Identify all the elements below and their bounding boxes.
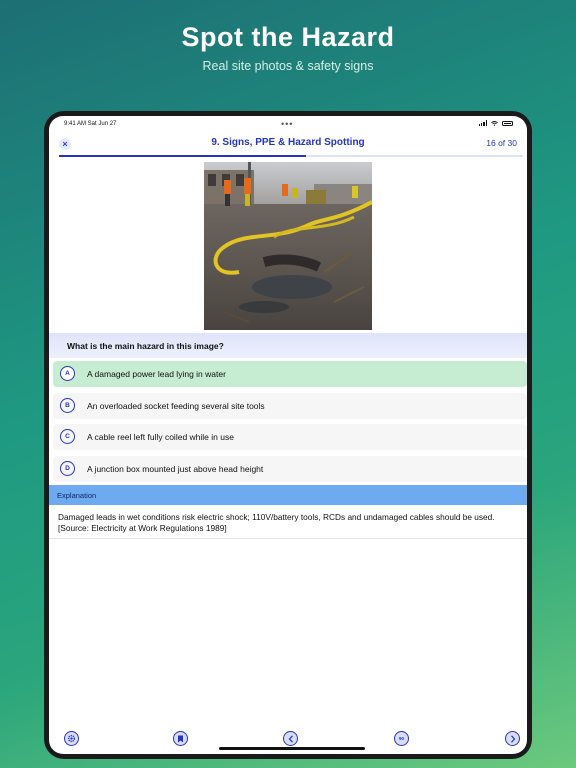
jump-badge-button[interactable] <box>394 731 409 746</box>
status-icons <box>479 120 513 126</box>
bookmark-button[interactable] <box>173 731 188 746</box>
promo-title: Spot the Hazard <box>181 22 395 52</box>
gear-icon <box>67 734 76 743</box>
option-letter: A <box>60 366 75 381</box>
option-c[interactable] <box>53 424 527 450</box>
tablet-frame <box>44 111 532 759</box>
question-bar <box>49 333 527 358</box>
previous-button[interactable] <box>283 731 298 746</box>
settings-button[interactable] <box>64 731 79 746</box>
multitask-dots-icon[interactable]: ••• <box>281 119 294 129</box>
battery-icon <box>502 121 513 126</box>
option-d[interactable] <box>53 456 527 482</box>
explanation-label: Explanation <box>57 491 97 500</box>
question-counter: 16 of 30 <box>486 138 517 148</box>
chevron-right-icon <box>510 735 516 743</box>
signal-icon <box>479 120 487 126</box>
option-b[interactable] <box>53 393 527 419</box>
wifi-icon <box>491 121 498 126</box>
option-letter: B <box>60 398 75 413</box>
hazard-photo <box>204 162 372 330</box>
option-text: A cable reel left fully coiled while in use <box>87 432 234 442</box>
next-button[interactable] <box>505 731 520 746</box>
option-a[interactable] <box>53 361 527 387</box>
app-screen <box>49 116 527 754</box>
bookmark-icon <box>177 735 184 743</box>
option-letter: D <box>60 461 75 476</box>
badge-label: 90 <box>398 736 404 741</box>
progress-fill <box>59 155 306 157</box>
divider <box>49 538 527 539</box>
close-icon: × <box>62 139 68 149</box>
status-bar <box>49 116 527 132</box>
chevron-left-icon <box>288 735 294 743</box>
promo-subtitle: Real site photos & safety signs <box>202 59 374 73</box>
quiz-header <box>49 132 527 157</box>
home-indicator[interactable] <box>219 747 365 750</box>
option-text: An overloaded socket feeding several site tools <box>87 401 265 411</box>
question-text: What is the main hazard in this image? <box>67 341 224 351</box>
explanation-bar <box>49 485 527 505</box>
option-text: A junction box mounted just above head height <box>87 464 264 474</box>
progress-bar <box>59 155 523 157</box>
quiz-title: 9. Signs, PPE & Hazard Spotting <box>211 137 365 148</box>
explanation-text: Damaged leads in wet conditions risk electric shock; 110V/battery tools, RCDs and undamaged cables should be used. [Source: Electricity at Work Regulations 1989] <box>58 512 495 533</box>
status-time: 9:41 AM Sat Jun 27 <box>64 121 117 127</box>
option-text: A damaged power lead lying in water <box>87 369 226 379</box>
hazard-photo-illustration <box>204 162 372 330</box>
option-letter: C <box>60 429 75 444</box>
